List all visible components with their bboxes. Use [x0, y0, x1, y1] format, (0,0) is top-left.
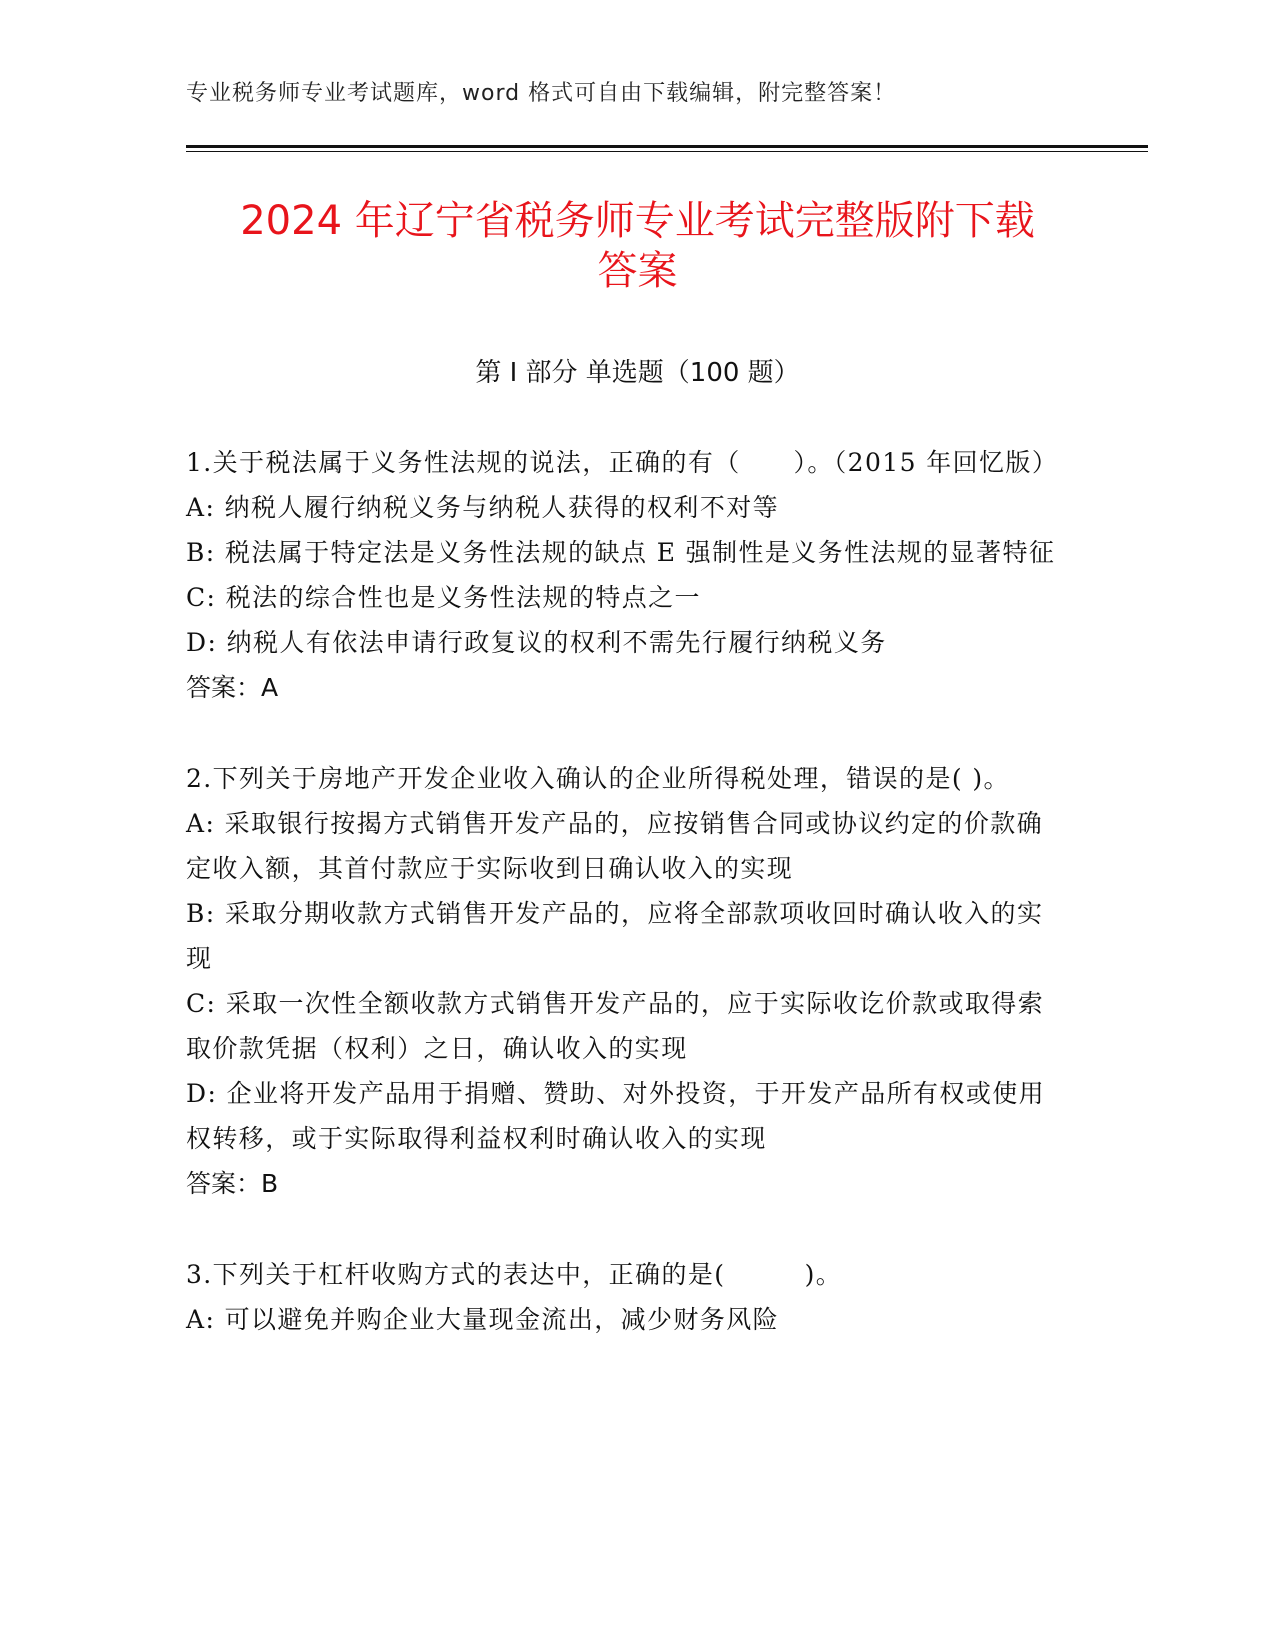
- section-heading: 第 I 部分 单选题（100 题）: [475, 358, 800, 388]
- answer-line: 答案：A: [186, 673, 279, 702]
- header-rule-thick: [186, 145, 1148, 148]
- question-1: [186, 440, 1066, 710]
- option-b: B: 税法属于特定法是义务性法规的缺点 E 强制性是义务性法规的显著特征: [186, 538, 1056, 567]
- option-b: B: 采取分期收款方式销售开发产品的，应将全部款项收回时确认收入的实现: [186, 899, 1044, 973]
- option-d: D: 纳税人有依法申请行政复议的权利不需先行履行纳税义务: [186, 628, 887, 657]
- option-a: A: 可以避免并购企业大量现金流出，减少财务风险: [186, 1305, 780, 1334]
- option-c: C: 采取一次性全额收款方式销售开发产品的，应于实际收讫价款或取得索取价款凭据（权利）之日，确认收入的实现: [186, 989, 1045, 1063]
- option-c: C: 税法的综合性也是义务性法规的特点之一: [186, 583, 701, 612]
- question-list: [186, 440, 1066, 1388]
- document-title-line-2: 答案: [597, 248, 678, 294]
- document-title-line-1: 2024 年辽宁省税务师专业考试完整版附下载: [240, 198, 1035, 244]
- option-a: A: 纳税人履行纳税义务与纳税人获得的权利不对等: [186, 493, 780, 522]
- question-stem: 1.关于税法属于义务性法规的说法，正确的有（ ）。（2015 年回忆版）: [186, 448, 1059, 477]
- question-stem: 2.下列关于房地产开发企业收入确认的企业所得税处理，错误的是( )。: [186, 764, 1010, 793]
- option-a: A: 采取银行按揭方式销售开发产品的，应按销售合同或协议约定的价款确定收入额，其首付款应于实际收到日确认收入的实现: [186, 809, 1044, 883]
- option-d: D: 企业将开发产品用于捐赠、赞助、对外投资，于开发产品所有权或使用权转移，或于实际取得利益权利时确认收入的实现: [186, 1079, 1046, 1153]
- header-note: 专业税务师专业考试题库，word 格式可自由下载编辑，附完整答案！: [186, 81, 897, 106]
- question-stem: 3.下列关于杠杆收购方式的表达中，正确的是( )。: [186, 1260, 843, 1289]
- document-title: [160, 196, 1115, 296]
- header-rule-thin: [186, 151, 1148, 152]
- question-2: [186, 756, 1066, 1206]
- question-3: [186, 1252, 1066, 1342]
- answer-line: 答案：B: [186, 1169, 279, 1198]
